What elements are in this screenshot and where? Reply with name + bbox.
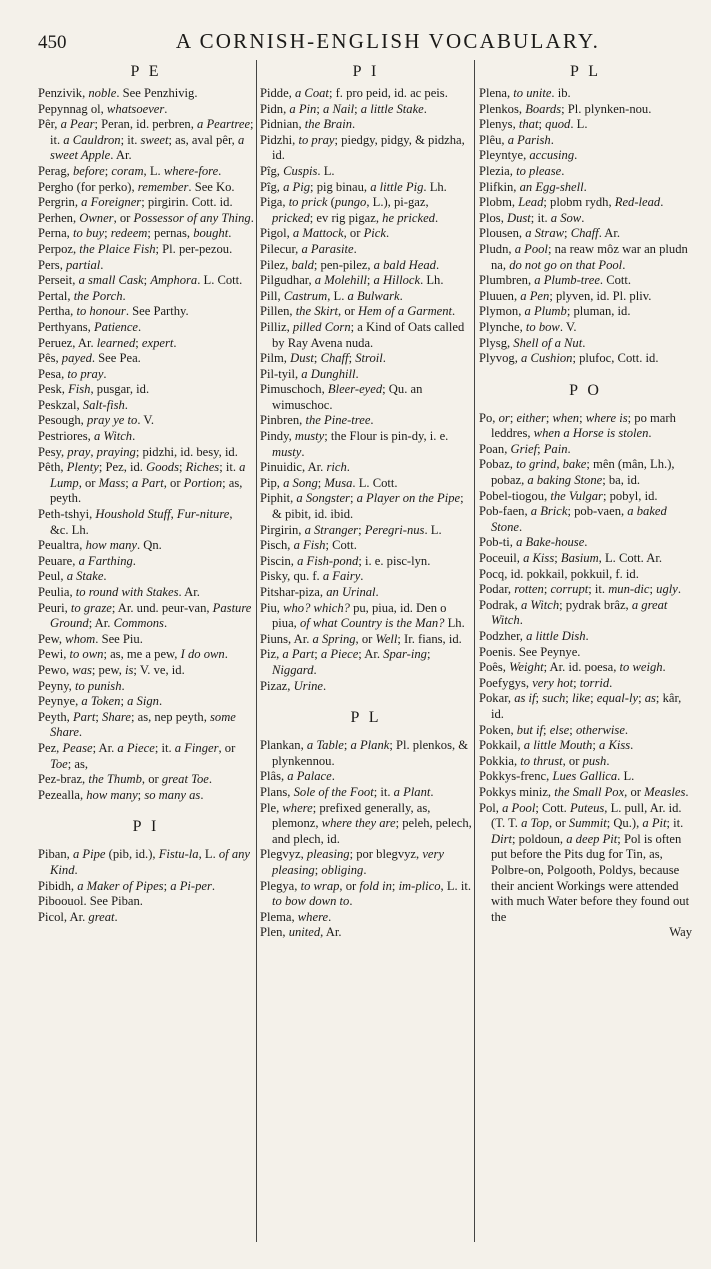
dictionary-entry: Pitshar-piza, an Urinal. xyxy=(260,585,379,599)
dictionary-entry: Plegvyz, pleasing; por blegvyz, very pleasing; obliging. xyxy=(260,847,444,877)
dictionary-entry: Plema, where. xyxy=(260,909,332,924)
dictionary-entry: Pilez, bald; pen-pilez, a bald Head. xyxy=(260,257,440,272)
dictionary-entry: Peth-tshyi, Houshold Stuff, Fur-niture, &c. Lh. xyxy=(38,507,233,537)
dictionary-entry: Pidn, a Pin; a Nail; a little Stake. xyxy=(260,101,427,116)
dictionary-entry: Plena, to unite. ib. xyxy=(479,86,571,100)
dictionary-entry: Perag, before; coram, L. where-fore. xyxy=(38,163,222,178)
column-1 xyxy=(38,58,254,925)
dictionary-entry: Pertal, the Porch. xyxy=(38,288,126,303)
dictionary-entry: Plans, Sole of the Foot; it. a Plant. xyxy=(260,784,434,799)
dictionary-entry: Plysg, Shell of a Nut. xyxy=(479,335,586,350)
dictionary-entry: Pilm, Dust; Chaff; Stroil. xyxy=(260,351,386,366)
dictionary-entry: Plêu, a Parish. xyxy=(479,132,554,147)
dictionary-entry: Peuare, a Farthing. xyxy=(38,553,136,568)
section-heading: P O xyxy=(569,381,602,399)
dictionary-entry: Pobaz, to grind, bake; mên (mân, Lh.), pobaz, a baking Stone; ba, id. xyxy=(479,457,675,488)
column-2 xyxy=(260,58,472,941)
dictionary-entry: Peynye, a Token; a Sign. xyxy=(38,694,163,709)
dictionary-entry: Pokkys-frenc, Lues Gallica. L. xyxy=(479,769,635,784)
dictionary-entry: Piz, a Part; a Piece; Ar. Spar-ing; Niggard. xyxy=(260,647,431,677)
dictionary-entry: Perpoz, the Plaice Fish; Pl. per-pezou. xyxy=(38,241,233,256)
dictionary-entry: Pezealla, how many; so many as. xyxy=(38,787,204,802)
dictionary-entry: Pilliz, pilled Corn; a Kind of Oats called by Ray Avena nuda. xyxy=(260,319,465,350)
dictionary-entry: Pindy, musty; the Flour is pin-dy, i. e. musty. xyxy=(260,429,449,459)
dictionary-entry: Po, or; either; when; where is; po marh leddres, when a Horse is stolen. xyxy=(479,410,676,441)
running-title: A CORNISH-ENGLISH VOCABULARY. xyxy=(175,29,601,53)
dictionary-entry: Peualtra, how many. Qn. xyxy=(38,538,162,553)
dictionary-entry: Plumbren, a Plumb-tree. Cott. xyxy=(479,273,632,288)
dictionary-entry: Perseit, a small Cask; Amphora. L. Cott. xyxy=(38,273,243,288)
dictionary-entry: Pez, Pease; Ar. a Piece; it. a Finger, or Toe; as, xyxy=(38,740,236,771)
dictionary-entry: Plegya, to wrap, or fold in; im-plico, L. it. to bow down to. xyxy=(260,878,471,909)
dictionary-entry: Pesk, Fish, pusgar, id. xyxy=(38,382,150,397)
dictionary-entry: Pobel-tiogou, the Vulgar; pobyl, id. xyxy=(479,488,658,503)
dictionary-entry: Plifkin, an Egg-shell. xyxy=(479,179,587,194)
dictionary-entry: Pil-tyil, a Dunghill. xyxy=(260,366,359,381)
section-heading: P I xyxy=(352,63,380,80)
dictionary-entry: Penzivik, noble. See Penzhivig. xyxy=(38,86,198,100)
dictionary-entry: Plousen, a Straw; Chaff. Ar. xyxy=(479,226,621,241)
dictionary-entry: Pez-braz, the Thumb, or great Toe. xyxy=(38,772,212,787)
dictionary-entry: Piboouol. See Piban. xyxy=(38,894,143,909)
dictionary-entry: Pidzhi, to pray; piedgy, pidgy, & pidzha, id. xyxy=(260,132,465,163)
dictionary-entry: Plenkos, Boards; Pl. plynken-nou. xyxy=(479,101,652,116)
dictionary-entry: Plenys, that; quod. L. xyxy=(479,117,588,132)
dictionary-entry: Peul, a Stake. xyxy=(38,569,107,584)
dictionary-entry: Piphit, a Songster; a Player on the Pipe; & pibit, id. ibid. xyxy=(260,491,464,522)
dictionary-entry: Plâs, a Palace. xyxy=(260,769,335,784)
dictionary-entry: Pergrin, a Foreigner; pirgirin. Cott. id. xyxy=(38,195,233,210)
dictionary-entry: Pokkys miniz, the Small Pox, or Measles. xyxy=(479,784,689,799)
dictionary-entry: Picol, Ar. great. xyxy=(38,909,118,924)
dictionary-entry: Pocq, id. pokkail, pokkuil, f. id. xyxy=(479,566,639,581)
dictionary-entry: Poês, Weight; Ar. id. poesa, to weigh. xyxy=(479,660,666,675)
dictionary-entry: Piuns, Ar. a Spring, or Well; Ir. fians, id. xyxy=(260,631,462,646)
dictionary-entry: Pokkail, a little Mouth; a Kiss. xyxy=(479,738,634,753)
dictionary-entry: Perna, to buy; redeem; pernas, bought. xyxy=(38,226,232,241)
dictionary-entry: Pers, partial. xyxy=(38,257,104,272)
dictionary-entry: Podar, rotten; corrupt; it. mun-dic; ugly. xyxy=(479,582,681,597)
section-heading: P L xyxy=(350,709,382,727)
dictionary-entry: Peyth, Part; Share; as, nep peyth, some Share. xyxy=(38,709,236,740)
dictionary-entry: Pludn, a Pool; na reaw môz war an pludn na, do not go on that Pool. xyxy=(479,241,688,272)
dictionary-entry: Plobm, Lead; plobm rydh, Red-lead. xyxy=(479,195,664,210)
dictionary-entry: Pokkia, to thrust, or push. xyxy=(479,753,610,768)
dictionary-entry: Pewo, was; pew, is; V. ve, id. xyxy=(38,662,185,677)
dictionary-entry: Piscin, a Fish-pond; i. e. pisc-lyn. xyxy=(260,553,431,568)
dictionary-entry: Plen, united, Ar. xyxy=(260,925,342,940)
dictionary-entry: Pidde, a Coat; f. pro peid, id. ac peis. xyxy=(260,86,448,100)
dictionary-entry: Pokar, as if; such; like; equal-ly; as; kâr, id. xyxy=(479,691,682,721)
dictionary-entry: Pîg, a Pig; pig binau, a little Pig. Lh. xyxy=(260,179,447,194)
dictionary-entry: Piban, a Pipe (pib, id.), Fistu-la, L. of any Kind. xyxy=(38,847,251,877)
dictionary-entry: Peskzal, Salt-fish. xyxy=(38,397,128,412)
dictionary-entry: Podrak, a Witch; pydrak brâz, a great Witch. xyxy=(479,597,668,628)
dictionary-entry: Plankan, a Table; a Plank; Pl. plenkos, & plynkennou. xyxy=(260,738,469,768)
dictionary-entry: Plezia, to please. xyxy=(479,163,565,178)
page-number: 450 xyxy=(38,32,67,53)
dictionary-entry: Pigol, a Mattock, or Pick. xyxy=(260,226,390,241)
dictionary-entry: Pip, a Song; Musa. L. Cott. xyxy=(260,475,398,490)
dictionary-entry: Piga, to prick (pungo, L.), pi-gaz, pricked; ev rig pigaz, he pricked. xyxy=(260,195,439,225)
dictionary-entry: Poan, Grief; Pain. xyxy=(479,441,571,456)
dictionary-entry: Pob-ti, a Bake-house. xyxy=(479,535,588,550)
dictionary-entry: Pinbren, the Pine-tree. xyxy=(260,413,374,428)
dictionary-entry: Plymon, a Plumb; pluman, id. xyxy=(479,304,631,319)
dictionary-entry: Pinuidic, Ar. rich. xyxy=(260,460,350,475)
dictionary-entry: Pol, a Pool; Cott. Puteus, L. pull, Ar. id. (T. T. a Top, or Summit; Qu.), a Pit; it. Dirt; poldoun, a deep Pit; Pol is often put before the Pits dug for Tin, as, Polbre-on, Polgooth, Poldys, because their ancient Workings were attended with much Water before they found out the xyxy=(479,800,690,924)
dictionary-entry: Poenis. See Peynye. xyxy=(479,644,581,659)
dictionary-entry: Pilgudhar, a Molehill; a Hillock. Lh. xyxy=(260,273,444,288)
dictionary-entry: Peuri, to graze; Ar. und. peur-van, Pasture Ground; Ar. Commons. xyxy=(38,600,252,631)
dictionary-entry: Pesy, pray, praying; pidzhi, id. besy, id. xyxy=(38,444,238,459)
page-header xyxy=(38,28,688,56)
dictionary-entry: Ple, where; prefixed generally, as, plemonz, where they are; peleh, pelech, and plech, id. xyxy=(260,800,472,846)
column-3 xyxy=(479,58,692,941)
dictionary-entry: Pergho (for perko), remember. See Ko. xyxy=(38,179,235,194)
dictionary-entry: Pill, Castrum, L. a Bulwark. xyxy=(260,288,403,303)
dictionary-entry: Pleyntye, accusing. xyxy=(479,148,578,163)
dictionary-entry: Pisky, qu. f. a Fairy. xyxy=(260,569,364,584)
dictionary-entry: Plos, Dust; it. a Sow. xyxy=(479,210,585,225)
dictionary-entry: Plyvog, a Cushion; plufoc, Cott. id. xyxy=(479,351,659,366)
section-heading: P L xyxy=(569,63,602,80)
dictionary-entry: Pisch, a Fish; Cott. xyxy=(260,538,357,553)
dictionary-entry: Perhen, Owner, or Possessor of any Thing. xyxy=(38,210,254,225)
dictionary-entry: Pepynnag ol, whatsoever. xyxy=(38,101,168,116)
dictionary-entry: Pêth, Plenty; Pez, id. Goods; Riches; it. a Lump, or Mass; a Part, or Portion; as, peyth. xyxy=(38,460,246,506)
dictionary-entry: Peruez, Ar. learned; expert. xyxy=(38,335,177,350)
dictionary-entry: Peyny, to punish. xyxy=(38,678,125,693)
dictionary-entry: Poceuil, a Kiss; Basium, L. Cott. Ar. xyxy=(479,551,662,566)
dictionary-entry: Poefygys, very hot; torrid. xyxy=(479,675,613,690)
dictionary-entry: Pluuen, a Pen; plyven, id. Pl. pliv. xyxy=(479,288,652,303)
dictionary-entry: Pibidh, a Maker of Pipes; a Pi-per. xyxy=(38,878,216,893)
dictionary-entry: Pewi, to own; as, me a pew, I do own. xyxy=(38,647,228,662)
dictionary-entry: Pirgirin, a Stranger; Peregri-nus. L. xyxy=(260,522,442,537)
dictionary-entry: Piu, who? which? pu, piua, id. Den o piua, of what Country is the Man? Lh. xyxy=(260,600,465,631)
dictionary-entry: Pesough, pray ye to. V. xyxy=(38,413,155,428)
dictionary-entry: Pestriores, a Witch. xyxy=(38,429,136,444)
dictionary-entry: Perthyans, Patience. xyxy=(38,319,142,334)
dictionary-entry: Pêr, a Pear; Peran, id. perbren, a Peartree; it. a Cauldron; it. sweet; as, aval pêr, a sweet Apple. Ar. xyxy=(38,117,254,163)
dictionary-entry: Pew, whom. See Piu. xyxy=(38,631,143,646)
dictionary-entry: Poken, but if; else; otherwise. xyxy=(479,722,629,737)
dictionary-entry: Pillen, the Skirt, or Hem of a Garment. xyxy=(260,304,456,319)
dictionary-entry: Peulia, to round with Stakes. Ar. xyxy=(38,585,200,599)
dictionary-entry: Pilecur, a Parasite. xyxy=(260,241,357,256)
column-rule xyxy=(256,60,257,1242)
dictionary-entry: Pertha, to honour. See Parthy. xyxy=(38,304,189,319)
dictionary-entry: Pesa, to pray. xyxy=(38,366,107,381)
dictionary-entry: Podzher, a little Dish. xyxy=(479,629,589,643)
dictionary-entry: Plynche, to bow. V. xyxy=(479,319,577,334)
section-heading: P I xyxy=(132,818,160,836)
dictionary-entry: Pob-faen, a Brick; pob-vaen, a baked Stone. xyxy=(479,504,667,534)
dictionary-entry: Pidnian, the Brain. xyxy=(260,117,356,132)
column-rule xyxy=(474,60,475,1242)
dictionary-entry: Pizaz, Urine. xyxy=(260,678,327,693)
section-heading: P E xyxy=(130,63,162,80)
catchword: Way xyxy=(669,925,692,940)
dictionary-entry: Pîg, Cuspis. L. xyxy=(260,163,335,178)
dictionary-entry: Pês, payed. See Pea. xyxy=(38,351,141,366)
dictionary-entry: Pimuschoch, Bleer-eyed; Qu. an wimuschoc. xyxy=(260,382,423,412)
